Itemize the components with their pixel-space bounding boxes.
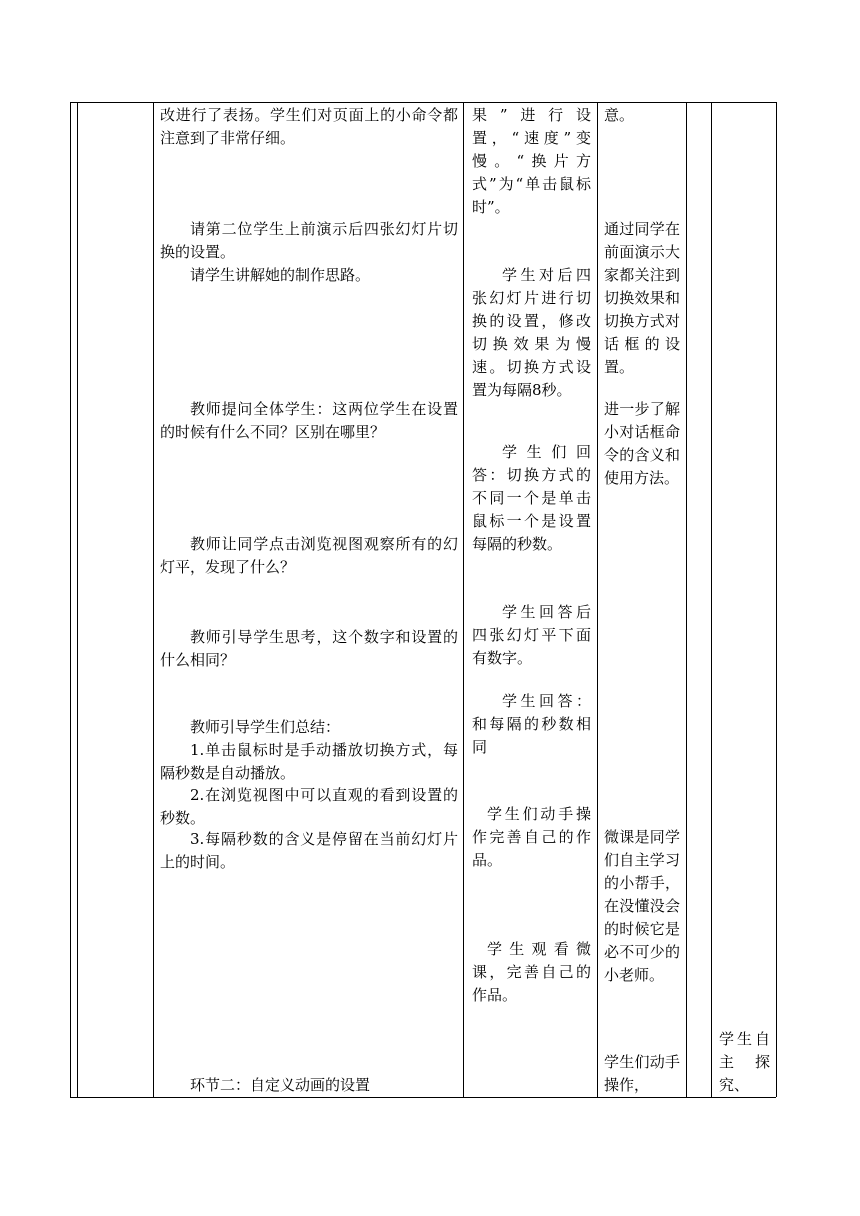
table-border-left-outer — [70, 102, 71, 1097]
column-divider-5 — [711, 102, 712, 1097]
teacher-paragraph-6: 教师引导学生思考，这个数字和设置的什么相同？ — [160, 628, 458, 669]
intent-paragraph-2: 通过同学在前面演示大家都关注到切换效果和切换方式对话框的设置。 — [604, 220, 680, 376]
teacher-paragraph-8: 1.单击鼠标时是手动播放切换方式，每隔秒数是自动播放。 — [160, 741, 458, 782]
teacher-paragraph-4: 教师提问全体学生：这两位学生在设置的时候有什么不同？区别在哪里？ — [160, 400, 458, 441]
student-paragraph-5: 学生回答：和每隔的秒数相同 — [472, 692, 591, 756]
table-top-border — [70, 102, 776, 103]
student-paragraph-3: 学生们回答：切换方式的不同一个是单击鼠标一个是设置每隔的秒数。 — [472, 443, 591, 553]
teacher-paragraph-3: 请学生讲解她的制作思路。 — [190, 266, 371, 284]
intent-paragraph-1: 意。 — [604, 106, 635, 124]
column-divider-4 — [686, 102, 687, 1097]
teacher-paragraph-7: 教师引导学生们总结： — [190, 718, 341, 736]
student-paragraph-2: 学生对后四张幻灯片进行切换的设置，修改切换效果为慢速。切换方式设置为每隔8秒。 — [472, 266, 591, 399]
teacher-paragraph-10: 3.每隔秒数的含义是停留在当前幻灯片上的时间。 — [160, 830, 458, 871]
table-bottom-border — [70, 1097, 776, 1098]
teacher-activity-column — [160, 104, 458, 150]
column-divider-1 — [153, 102, 154, 1097]
table-border-right — [776, 102, 777, 1097]
teacher-paragraph-2: 请第二位学生上前演示后四张幻灯片切换的设置。 — [160, 220, 458, 261]
teacher-paragraph-5: 教师让同学点击浏览视图观察所有的幻灯平，发现了什么？ — [160, 535, 458, 576]
teacher-paragraph-11: 环节二：自定义动画的设置 — [190, 1076, 371, 1094]
intent-paragraph-5: 学生们动手操作， — [604, 1053, 680, 1094]
student-paragraph-7: 学生观看微课，完善自己的作品。 — [472, 940, 591, 1004]
table-border-left-inner — [77, 102, 78, 1097]
student-paragraph-4: 学生回答后四张幻灯平下面有数字。 — [472, 603, 591, 667]
method-paragraph-1: 学生自主探究、 — [719, 1030, 770, 1094]
teacher-paragraph-9: 2.在浏览视图中可以直观的看到设置的秒数。 — [160, 786, 458, 827]
intent-paragraph-3: 进一步了解小对话框命令的含义和使用方法。 — [604, 400, 680, 487]
column-divider-3 — [597, 102, 598, 1097]
student-paragraph-6: 学生们动手操作完善自己的作品。 — [472, 805, 591, 869]
column-divider-2 — [463, 102, 464, 1097]
intent-paragraph-4: 微课是同学们自主学习的小帮手，在没懂没会的时候它是必不可少的小老师。 — [604, 828, 680, 984]
teacher-paragraph-1: 改进行了表扬。学生们对页面上的小命令都注意到了非常仔细。 — [160, 106, 458, 147]
student-paragraph-1: 果”进行设置，“速度”变慢。“换片方式”为“单击鼠标时”。 — [472, 106, 591, 216]
